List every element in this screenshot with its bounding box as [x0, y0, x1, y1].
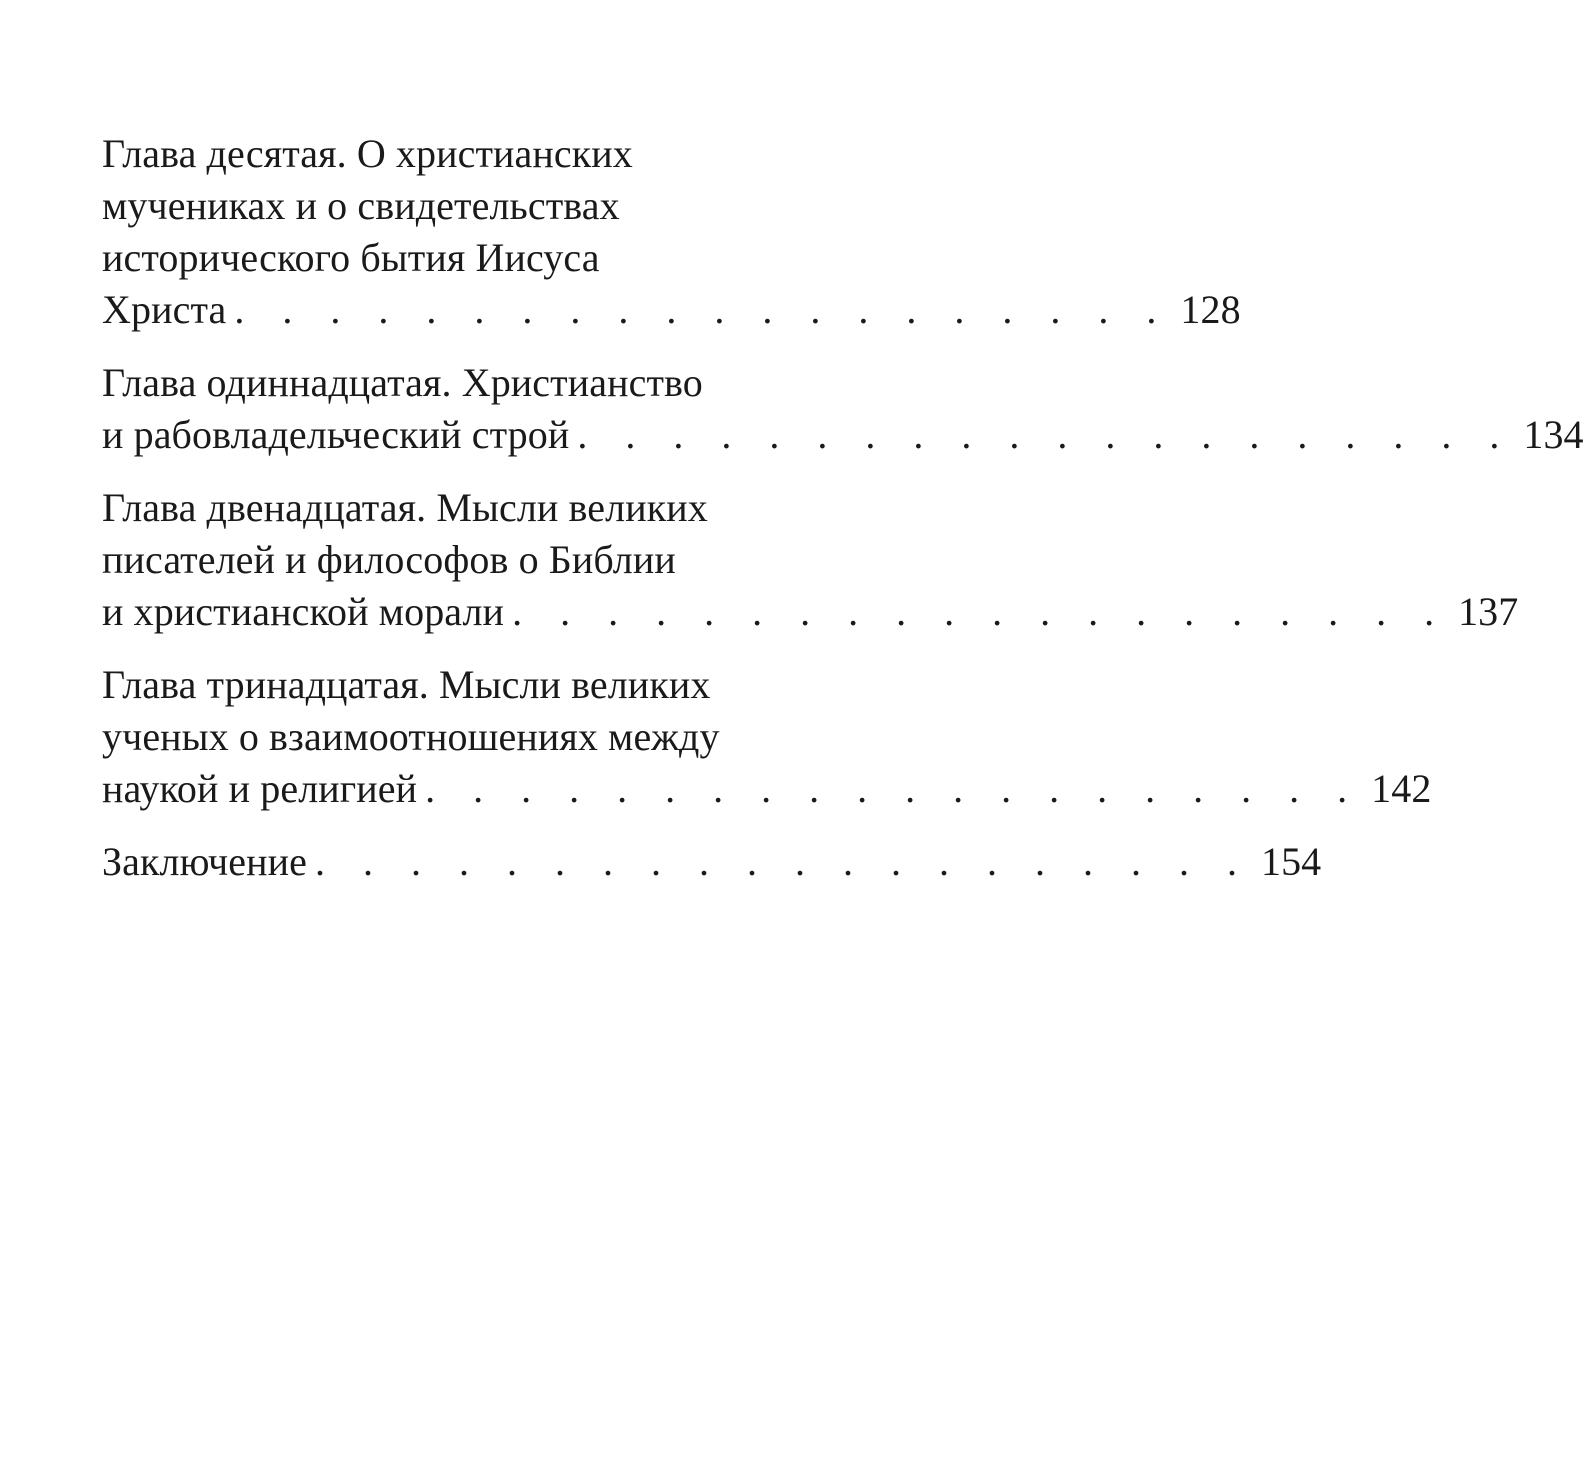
page-number: 134 — [1523, 412, 1584, 457]
toc-entry-title-line: ученых о взаимоотношениях между — [102, 714, 720, 759]
page-number: 128 — [1180, 287, 1241, 332]
toc-entry-conclusion — [102, 836, 1322, 888]
toc-entry-chapter-12 — [102, 482, 1519, 638]
toc-entry-last-line — [102, 284, 1241, 336]
toc-entry-title-line: мучениках и о свидетельствах — [102, 183, 620, 228]
table-of-contents — [102, 128, 1584, 909]
toc-entry-chapter-13 — [102, 659, 1432, 815]
toc-entry-title-line: Глава десятая. О христианских — [102, 131, 633, 176]
dot-leader: . . . . . . . . . . . . . . . . . . . . — [425, 766, 1362, 811]
toc-entry-title-line: Глава тринадцатая. Мысли великих — [102, 662, 711, 707]
page-number: 142 — [1371, 766, 1432, 811]
toc-entry-last-line — [102, 409, 1584, 461]
toc-entry-title-end: и рабовладельческий строй — [102, 412, 570, 457]
toc-entry-title-end: Христа — [102, 287, 227, 332]
toc-entry-title-line: писателей и философов о Библии — [102, 537, 676, 582]
toc-entry-chapter-11 — [102, 357, 1584, 461]
toc-entry-last-line — [102, 763, 1432, 815]
toc-entry-title-end: и христианской морали — [102, 589, 505, 634]
toc-entry-title-end: Заключение — [102, 839, 307, 884]
page-number: 154 — [1260, 839, 1322, 884]
dot-leader: . . . . . . . . . . . . . . . . . . . . — [314, 839, 1251, 884]
dot-leader: . . . . . . . . . . . . . . . . . . . . — [577, 412, 1514, 457]
toc-entry-title-line: Глава одиннадцатая. Христианство — [102, 360, 703, 405]
toc-entry-last-line — [102, 586, 1519, 638]
toc-entry-title-line: Глава двенадцатая. Мысли великих — [102, 485, 708, 530]
dot-leader: . . . . . . . . . . . . . . . . . . . . — [512, 589, 1449, 634]
page-number: 137 — [1458, 589, 1519, 634]
toc-entry-chapter-10 — [102, 128, 1241, 336]
dot-leader: . . . . . . . . . . . . . . . . . . . . — [234, 287, 1171, 332]
toc-entry-title-line: исторического бытия Иисуса — [102, 235, 600, 280]
toc-entry-last-line — [102, 836, 1322, 888]
toc-entry-title-end: наукой и религией — [102, 766, 418, 811]
